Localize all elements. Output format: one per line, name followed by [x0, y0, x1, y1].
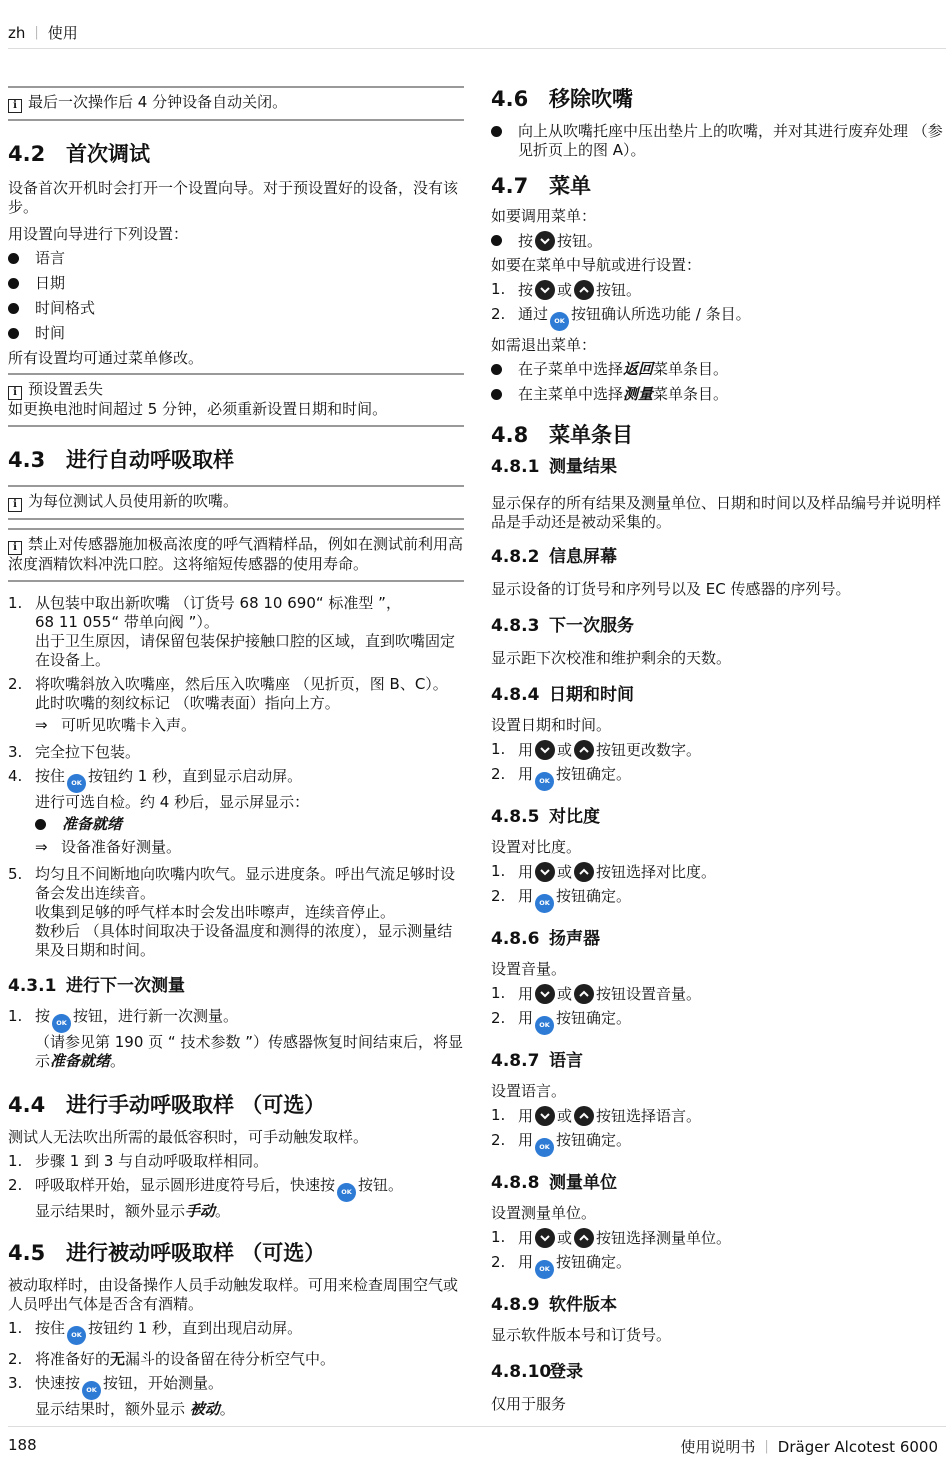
step-text: 或: [557, 281, 573, 299]
list-item-text: 按: [518, 232, 534, 250]
step-item: [491, 984, 943, 1004]
up-button-icon: [574, 740, 594, 760]
ok-button-icon: OK: [52, 1014, 71, 1033]
note-text: 为每位测试人员使用新的吹嘴。: [28, 492, 239, 510]
step-text: 68 11 055“ 带单向阀 ”）。: [35, 613, 219, 631]
list-item-text: 在子菜单中选择: [518, 360, 624, 378]
step-number: 1.: [491, 1106, 506, 1124]
footer-separator: |: [764, 1439, 769, 1454]
step-number: 2.: [491, 765, 506, 783]
step-item: [8, 1176, 464, 1221]
section-number: 4.8.9: [491, 1295, 540, 1315]
up-button-icon: [574, 862, 594, 882]
section-4-8-3-heading: [491, 615, 943, 637]
step-text: 或: [557, 1229, 573, 1247]
section-title: 移除吹嘴: [549, 87, 633, 111]
bullet-icon: [491, 235, 502, 246]
page-footer: [680, 1436, 938, 1457]
section-number: 4.6: [491, 87, 529, 111]
paragraph: 被动取样时，由设备操作人员手动触发取样。可用来检查周围空气或人员呼出气体是否含有酒精。: [8, 1276, 459, 1313]
page-number: 188: [8, 1436, 37, 1454]
step-text: 按钮。: [358, 1176, 404, 1194]
section-number: 4.8.3: [491, 616, 540, 636]
ok-button-icon: OK: [67, 774, 86, 793]
step-number: 3.: [8, 743, 23, 761]
step-text: 用: [518, 1009, 534, 1027]
step-item: [8, 1319, 464, 1345]
page-header: [8, 22, 78, 43]
display-text: 手动: [185, 1202, 216, 1220]
step-text: 步骤 1 到 3 与自动呼吸取样相同。: [35, 1152, 269, 1170]
bullet-icon: [8, 253, 19, 264]
step-text: 按住: [35, 767, 66, 785]
step-item: [8, 1374, 464, 1419]
step-text: 按钮确认所选功能 / 条目。: [571, 305, 751, 323]
section-number: 4.4: [8, 1093, 46, 1117]
section-4-7-heading: [491, 173, 943, 199]
step-text: 按钮设置音量。: [596, 985, 702, 1003]
down-button-icon: [535, 1228, 555, 1248]
bullet-icon: [8, 303, 19, 314]
ok-button-icon: OK: [535, 772, 554, 791]
step-item: [491, 740, 943, 760]
paragraph: 设置音量。: [491, 960, 567, 978]
step-text: 或: [557, 1107, 573, 1125]
section-4-8-5-heading: [491, 806, 943, 828]
section-4-4-heading: [8, 1092, 464, 1118]
section-title: 日期和时间: [549, 685, 634, 705]
step-item: [8, 767, 464, 860]
section-title: 语言: [549, 1051, 583, 1071]
menu-entry-text: 返回: [623, 360, 654, 378]
info-note-preset-lost: [8, 373, 464, 427]
step-item: [491, 1009, 943, 1035]
down-button-icon: [535, 740, 555, 760]
step-text: 用: [518, 887, 534, 905]
down-button-icon: [535, 984, 555, 1004]
step-item: [8, 1152, 464, 1171]
section-4-8-heading: [491, 422, 943, 448]
paragraph: 如需退出菜单：: [491, 336, 597, 354]
step-number: 2.: [8, 1176, 23, 1194]
step-item: [8, 865, 464, 960]
footer-doc: 使用说明书: [680, 1438, 756, 1456]
list-item-text: 按钮。: [557, 232, 603, 250]
step-text: 按钮确定。: [556, 765, 632, 783]
note-text: 如更换电池时间超过 5 分钟，必须重新设置日期和时间。: [8, 400, 388, 418]
step-text: 按钮选择对比度。: [596, 863, 717, 881]
section-4-3-1-heading: [8, 975, 464, 997]
section-title: 菜单条目: [549, 423, 633, 447]
list-item: [8, 324, 464, 344]
step-number: 3.: [8, 1374, 23, 1392]
info-note-sensor: [8, 528, 464, 582]
step-text: 按钮确定。: [556, 1253, 632, 1271]
step-text: 进行可选自检。约 4 秒后，显示屏显示：: [35, 793, 310, 811]
step-number: 1.: [491, 280, 506, 298]
step-number: 2.: [8, 1350, 23, 1368]
paragraph: 仅用于服务: [491, 1395, 567, 1413]
list-item-text: 向上从吹嘴托座中压出垫片上的吹嘴，并对其进行废弃处理 （参见折页上的图 A）。: [518, 122, 943, 159]
section-4-8-6-heading: [491, 928, 943, 950]
section-number: 4.8: [491, 423, 529, 447]
section-number: 4.8.7: [491, 1051, 540, 1071]
section-4-8-4-heading: [491, 684, 943, 706]
step-item: [491, 1131, 943, 1157]
step-text: 显示结果时，额外显示: [35, 1202, 186, 1220]
down-button-icon: [535, 862, 555, 882]
section-title: 首次调试: [66, 142, 150, 166]
info-icon: i: [8, 498, 22, 512]
section-number: 4.8.4: [491, 685, 540, 705]
result-line: [35, 716, 448, 735]
footer-product: Dräger Alcotest 6000: [777, 1437, 938, 1456]
section-title: 对比度: [549, 807, 600, 827]
section-4-2-heading: [8, 141, 464, 167]
section-number: 4.5: [8, 1241, 46, 1265]
list-item-text: 菜单条目。: [653, 385, 729, 403]
paragraph: 显示距下次校准和维护剩余的天数。: [491, 649, 732, 667]
step-item: [8, 1007, 464, 1071]
step-text: 按: [518, 281, 534, 299]
section-title: 软件版本: [549, 1295, 617, 1315]
step-number: 1.: [491, 862, 506, 880]
step-text: 按住: [35, 1319, 66, 1337]
step-text: 按钮约 1 秒，直到出现启动屏。: [88, 1319, 303, 1337]
step-text: 均匀且不间断地向吹嘴内吹气。显示进度条。呼出气流足够时设备会发出连续音。: [35, 865, 456, 902]
section-number: 4.8.10: [491, 1362, 552, 1382]
paragraph: 所有设置均可通过菜单修改。: [8, 349, 204, 367]
step-number: 2.: [491, 305, 506, 323]
step-text: 通过: [518, 305, 549, 323]
step-text: 按: [35, 1007, 51, 1025]
ok-button-icon: OK: [535, 894, 554, 913]
list-item: [8, 299, 464, 319]
bullet-icon: [491, 364, 502, 375]
step-text: 漏斗的设备留在待分析空气中。: [125, 1350, 336, 1368]
paragraph: 用设置向导进行下列设置：: [8, 225, 189, 243]
info-icon: i: [8, 99, 22, 113]
result-arrow-icon: ⇒: [35, 838, 48, 856]
step-text: 用: [518, 1107, 534, 1125]
ok-button-icon: OK: [82, 1381, 101, 1400]
bullet-icon: [491, 126, 502, 137]
step-text: 按钮更改数字。: [596, 741, 702, 759]
section-number: 4.8.6: [491, 929, 540, 949]
section-number: 4.8.1: [491, 457, 540, 477]
section-title: 测量结果: [549, 457, 617, 477]
ok-button-icon: OK: [535, 1260, 554, 1279]
section-title: 进行自动呼吸取样: [66, 448, 234, 472]
section-4-8-8-heading: [491, 1172, 943, 1194]
paragraph: 测试人无法吹出所需的最低容积时，可手动触发取样。: [8, 1128, 369, 1146]
step-number: 2.: [491, 1131, 506, 1149]
step-text: 按钮选择测量单位。: [596, 1229, 732, 1247]
step-text: 或: [557, 985, 573, 1003]
header-section: 使用: [47, 24, 78, 42]
section-title: 进行下一次测量: [66, 976, 185, 996]
section-4-3-heading: [8, 447, 464, 473]
bullet-icon: [491, 389, 502, 400]
down-button-icon: [535, 231, 555, 251]
section-title: 扬声器: [549, 929, 600, 949]
step-text: 按钮，进行新一次测量。: [73, 1007, 239, 1025]
info-note-auto-off: [8, 86, 464, 121]
list-item: [491, 385, 943, 405]
step-text: 按钮约 1 秒，直到显示启动屏。: [88, 767, 303, 785]
step-text: 将吹嘴斜放入吹嘴座，然后压入吹嘴座 （见折页，图 B、C）。: [35, 675, 448, 693]
step-number: 1.: [8, 1007, 23, 1025]
paragraph: 设置日期和时间。: [491, 716, 612, 734]
header-divider: [8, 48, 946, 49]
step-item: [491, 280, 943, 300]
step-number: 1.: [491, 1228, 506, 1246]
section-title: 登录: [549, 1362, 583, 1382]
step-text: （请参见第 190 页 “ 技术参数 ”）传感器恢复时间结束后，将显示: [35, 1033, 464, 1070]
section-4-8-2-heading: [491, 546, 943, 568]
step-text: 显示结果时，额外显示: [35, 1400, 190, 1418]
section-title: 菜单: [549, 174, 591, 198]
step-item: [491, 862, 943, 882]
right-column: [491, 86, 943, 1414]
list-item: [491, 231, 943, 251]
step-text: 此时吹嘴的刻纹标记 （吹嘴表面）指向上方。: [35, 694, 340, 712]
step-item: [491, 765, 943, 791]
step-item: [491, 1253, 943, 1279]
section-number: 4.8.2: [491, 547, 540, 567]
step-number: 1.: [491, 984, 506, 1002]
paragraph: 设置对比度。: [491, 838, 582, 856]
list-item: [8, 249, 464, 269]
section-number: 4.3: [8, 448, 46, 472]
section-4-6-heading: [491, 86, 943, 112]
step-number: 2.: [491, 1009, 506, 1027]
bullet-icon: [35, 819, 46, 830]
step-text: 按钮，开始测量。: [103, 1374, 224, 1392]
result-text: 可听见吹嘴卡入声。: [61, 716, 197, 734]
menu-entry-text: 测量: [623, 385, 654, 403]
paragraph: 如要调用菜单：: [491, 207, 597, 225]
bullet-icon: [8, 328, 19, 339]
ok-button-icon: OK: [337, 1183, 356, 1202]
paragraph: 显示软件版本号和订货号。: [491, 1326, 672, 1344]
paragraph: 显示保存的所有结果及测量单位、日期和时间以及样品编号并说明样品是手动还是被动采集的。: [491, 494, 942, 531]
list-item-text: 菜单条目。: [653, 360, 729, 378]
step-text: 出于卫生原因，请保留包装保护接触口腔的区域，直到吹嘴固定在设备上。: [35, 632, 456, 669]
step-text: 收集到足够的呼气样本时会发出咔嚓声，连续音停止。: [35, 903, 396, 921]
step-item: [491, 887, 943, 913]
paragraph: 显示设备的订货号和序列号以及 EC 传感器的序列号。: [491, 580, 851, 598]
list-item: [491, 360, 943, 380]
step-text: 用: [518, 765, 534, 783]
footer-divider: [8, 1426, 946, 1427]
note-text: 最后一次操作后 4 分钟设备自动关闭。: [28, 93, 288, 111]
step-text: 按钮确定。: [556, 1131, 632, 1149]
step-number: 1.: [8, 1319, 23, 1337]
list-item: [8, 274, 464, 294]
step-text: 用: [518, 1229, 534, 1247]
ok-button-icon: OK: [535, 1016, 554, 1035]
step-number: 5.: [8, 865, 23, 883]
list-item-text: 时间: [35, 324, 66, 342]
step-text: 呼吸取样开始，显示圆形进度符号后，快速按: [35, 1176, 336, 1194]
step-text: 快速按: [35, 1374, 81, 1392]
section-4-8-10-heading: [491, 1361, 943, 1383]
down-button-icon: [535, 1106, 555, 1126]
step-number: 1.: [491, 740, 506, 758]
step-item: [8, 675, 464, 738]
step-text: 将准备好的: [35, 1350, 111, 1368]
left-column: [8, 86, 464, 1424]
step-text: 。: [219, 1400, 235, 1418]
up-button-icon: [574, 1228, 594, 1248]
section-title: 进行手动呼吸取样 （可选）: [66, 1093, 326, 1117]
step-text: 按钮确定。: [556, 887, 632, 905]
step-item: [491, 1228, 943, 1248]
paragraph: 设置语言。: [491, 1082, 567, 1100]
list-item-text: 日期: [35, 274, 66, 292]
step-text: 按钮确定。: [556, 1009, 632, 1027]
info-note-new-mouthpiece: [8, 485, 464, 520]
info-icon: i: [8, 386, 22, 400]
bullet-icon: [8, 278, 19, 289]
section-4-8-7-heading: [491, 1050, 943, 1072]
step-text: 用: [518, 741, 534, 759]
ok-button-icon: OK: [67, 1326, 86, 1345]
step-number: 2.: [491, 887, 506, 905]
step-number: 4.: [8, 767, 23, 785]
step-item: [8, 1350, 464, 1369]
step-number: 1.: [8, 594, 23, 612]
step-item: [8, 743, 464, 762]
bold-text: 无: [110, 1350, 126, 1368]
section-title: 信息屏幕: [549, 547, 617, 567]
step-text: 用: [518, 1131, 534, 1149]
note-title: 预设置丢失: [28, 380, 104, 398]
section-4-8-1-heading: [491, 456, 943, 478]
step-text: 或: [557, 741, 573, 759]
section-number: 4.3.1: [8, 976, 57, 996]
paragraph: 设置测量单位。: [491, 1204, 597, 1222]
result-text: 设备准备好测量。: [61, 838, 182, 856]
step-item: [491, 305, 943, 331]
step-text: 用: [518, 1253, 534, 1271]
note-text: 禁止对传感器施加极高浓度的呼气酒精样品，例如在测试前利用高浓度酒精饮料冲洗口腔。这将缩短传感器的使用寿命。: [8, 535, 464, 573]
result-arrow-icon: ⇒: [35, 716, 48, 734]
step-number: 2.: [8, 675, 23, 693]
step-text: 。: [110, 1052, 126, 1070]
display-text: 准备就绪: [50, 1052, 111, 1070]
step-number: 1.: [8, 1152, 23, 1170]
section-number: 4.8.8: [491, 1173, 540, 1193]
header-lang: zh: [8, 23, 26, 42]
section-4-5-heading: [8, 1240, 464, 1266]
section-number: 4.2: [8, 142, 46, 166]
up-button-icon: [574, 984, 594, 1004]
step-text: 按钮选择语言。: [596, 1107, 702, 1125]
step-text: 完全拉下包装。: [35, 743, 141, 761]
paragraph: 设备首次开机时会打开一个设置向导。对于预设置好的设备，没有该步。: [8, 179, 459, 216]
step-item: [491, 1106, 943, 1126]
ok-button-icon: OK: [535, 1138, 554, 1157]
ok-button-icon: OK: [550, 312, 569, 331]
display-text: 被动: [189, 1400, 220, 1418]
list-item-text: 语言: [35, 249, 66, 267]
section-4-8-9-heading: [491, 1294, 943, 1316]
info-icon: i: [8, 541, 22, 555]
section-number: 4.7: [491, 174, 529, 198]
step-text: 按钮。: [596, 281, 642, 299]
step-text: 。: [215, 1202, 231, 1220]
up-button-icon: [574, 280, 594, 300]
step-item: [8, 594, 464, 670]
list-item: [491, 122, 943, 160]
header-separator: |: [34, 25, 39, 40]
paragraph: 如要在菜单中导航或进行设置：: [491, 256, 702, 274]
step-text: 或: [557, 863, 573, 881]
section-number: 4.8.5: [491, 807, 540, 827]
step-text: 用: [518, 985, 534, 1003]
list-item-text: 在主菜单中选择: [518, 385, 624, 403]
display-text: 准备就绪: [62, 815, 123, 833]
step-number: 2.: [491, 1253, 506, 1271]
display-item: [35, 815, 309, 835]
step-text: 数秒后 （具体时间取决于设备温度和测得的浓度），显示测量结果及日期和时间。: [35, 922, 453, 959]
up-button-icon: [574, 1106, 594, 1126]
section-title: 测量单位: [549, 1173, 617, 1193]
result-line: [35, 838, 309, 857]
step-text: 从包装中取出新吹嘴 （订货号 68 10 690“ 标准型 ”，: [35, 594, 401, 612]
down-button-icon: [535, 280, 555, 300]
section-title: 下一次服务: [549, 616, 634, 636]
step-text: 用: [518, 863, 534, 881]
list-item-text: 时间格式: [35, 299, 96, 317]
section-title: 进行被动呼吸取样 （可选）: [66, 1241, 326, 1265]
